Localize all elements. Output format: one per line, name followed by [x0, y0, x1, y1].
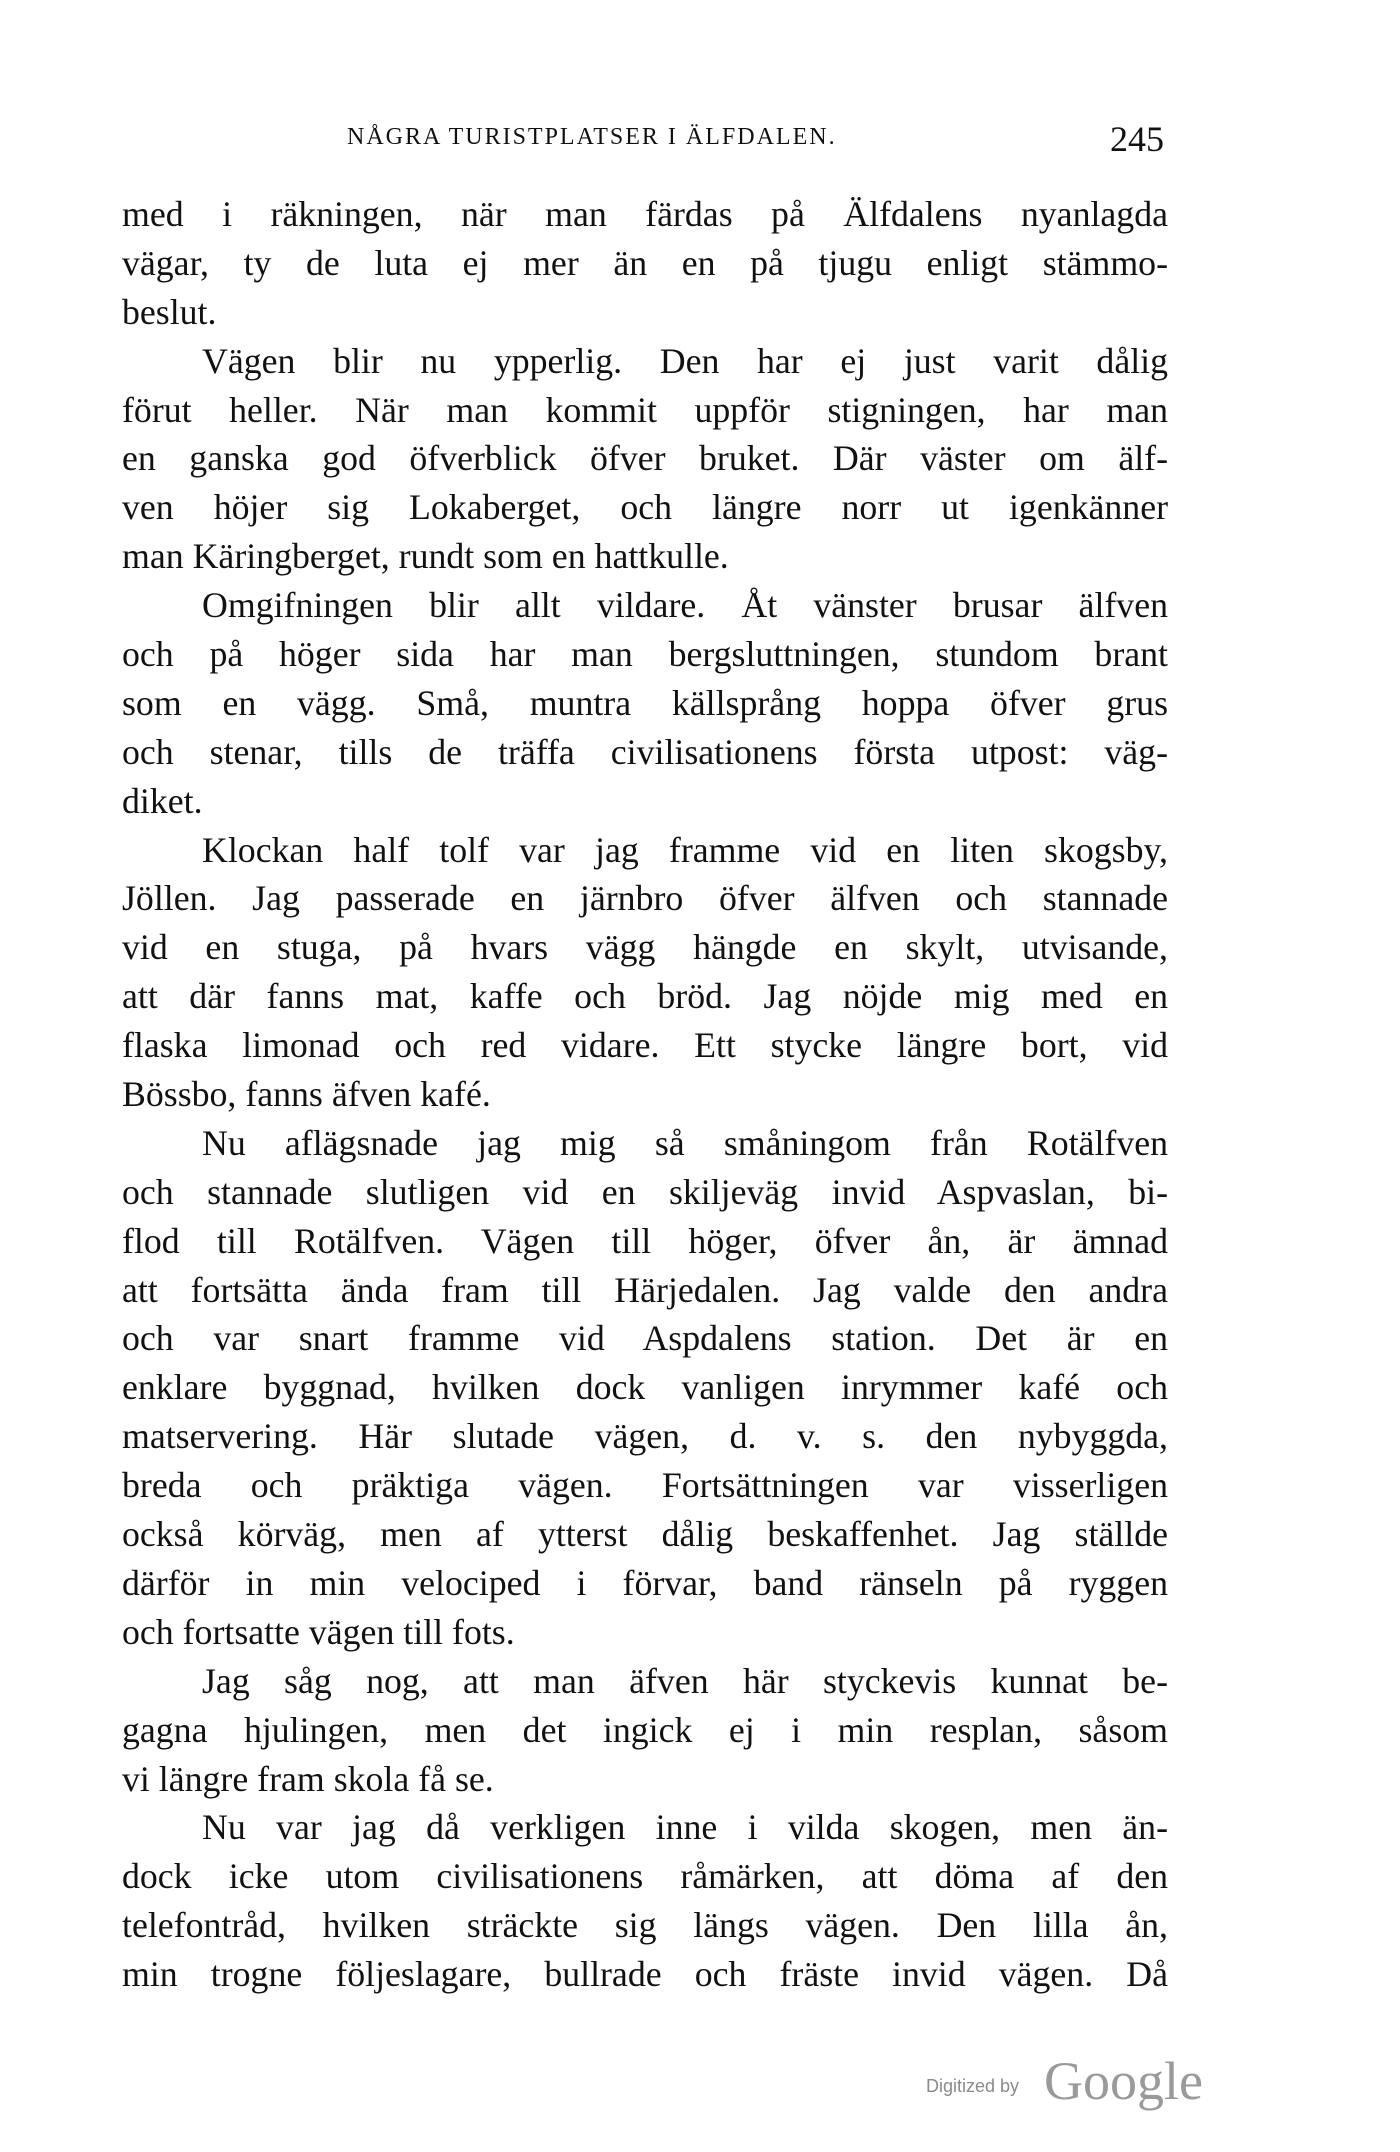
text-line: som en vägg. Små, muntra källsprång hoppa öfver grus [122, 682, 1168, 723]
text-line: min trogne följeslagare, bullrade och fräste invid vägen. Då [122, 1954, 1168, 1995]
text-line: med i räkningen, när man färdas på Älfdalens nyanlagda [122, 194, 1168, 234]
text-line: därför in min velociped i förvar, band ränseln på ryggen [122, 1562, 1168, 1603]
text-line: diket. [122, 780, 203, 821]
text-line: och var snart framme vid Aspdalens station. Det är en [122, 1318, 1168, 1359]
page-header [122, 118, 1168, 158]
watermark-prefix: Digitized by [926, 2076, 1020, 2096]
text-line: vid en stuga, på hvars vägg hängde en skylt, utvisande, [122, 927, 1168, 968]
text-line: Jöllen. Jag passerade en järnbro öfver älfven och stannade [122, 878, 1168, 919]
text-line: flod till Rotälfven. Vägen till höger, öfver ån, är ämnad [122, 1220, 1168, 1261]
text-line: Bössbo, fanns äfven kafé. [122, 1074, 491, 1115]
text-line: och stenar, tills de träffa civilisationens första utpost: väg- [122, 731, 1168, 772]
text-line: man Käringberget, rundt som en hattkulle. [122, 536, 729, 577]
text-line: gagna hjulingen, men det ingick ej i min resplan, såsom [122, 1709, 1168, 1750]
body-text [122, 190, 1168, 1999]
text-line: Nu aflägsnade jag mig så småningom från Rotälfven [202, 1122, 1168, 1163]
text-line: breda och präktiga vägen. Fortsättningen var visserligen [122, 1465, 1168, 1506]
text-line: ven höjer sig Lokaberget, och längre norr ut igenkänner [122, 487, 1168, 528]
text-line: och på höger sida har man bergsluttningen, stundom brant [122, 634, 1168, 675]
text-line: och fortsatte vägen till fots. [122, 1611, 515, 1652]
text-line: Jag såg nog, att man äfven här styckevis kunnat be- [202, 1660, 1168, 1701]
text-line: förut heller. När man kommit uppför stigningen, har man [122, 389, 1168, 430]
text-line: vi längre fram skola få se. [122, 1758, 494, 1799]
digitized-watermark [926, 2050, 1216, 2110]
text-line: Omgifningen blir allt vildare. Åt vänster brusar älfven [202, 585, 1168, 626]
page-number: 245 [1110, 119, 1164, 159]
text-line: Vägen blir nu ypperlig. Den har ej just varit dålig [202, 340, 1168, 381]
text-line: att fortsätta ända fram till Härjedalen. Jag valde den andra [122, 1269, 1168, 1310]
text-line: en ganska god öfverblick öfver bruket. Där väster om älf- [122, 438, 1168, 479]
text-line: också körväg, men af ytterst dålig beskaffenhet. Jag ställde [122, 1514, 1168, 1555]
text-line: dock icke utom civilisationens råmärken, att döma af den [122, 1856, 1168, 1897]
text-line: att där fanns mat, kaffe och bröd. Jag nöjde mig med en [122, 976, 1168, 1017]
text-line: enklare byggnad, hvilken dock vanligen inrymmer kafé och [122, 1367, 1168, 1408]
text-line: matservering. Här slutade vägen, d. v. s. den nybyggda, [122, 1416, 1168, 1457]
text-line: vägar, ty de luta ej mer än en på tjugu enligt stämmo- [122, 242, 1168, 283]
text-line: beslut. [122, 291, 217, 332]
text-line: och stannade slutligen vid en skiljeväg invid Aspvaslan, bi- [122, 1171, 1168, 1212]
text-line: Nu var jag då verkligen inne i vilda skogen, men än- [202, 1807, 1168, 1848]
text-line: telefontråd, hvilken sträckte sig längs vägen. Den lilla ån, [122, 1905, 1168, 1946]
text-line: flaska limonad och red vidare. Ett stycke längre bort, vid [122, 1025, 1168, 1066]
running-title: NÅGRA TURISTPLATSER I ÄLFDALEN. [347, 124, 837, 150]
watermark-brand-logo: Google [1044, 2051, 1203, 2111]
text-line: Klockan half tolf var jag framme vid en liten skogsby, [202, 829, 1168, 870]
